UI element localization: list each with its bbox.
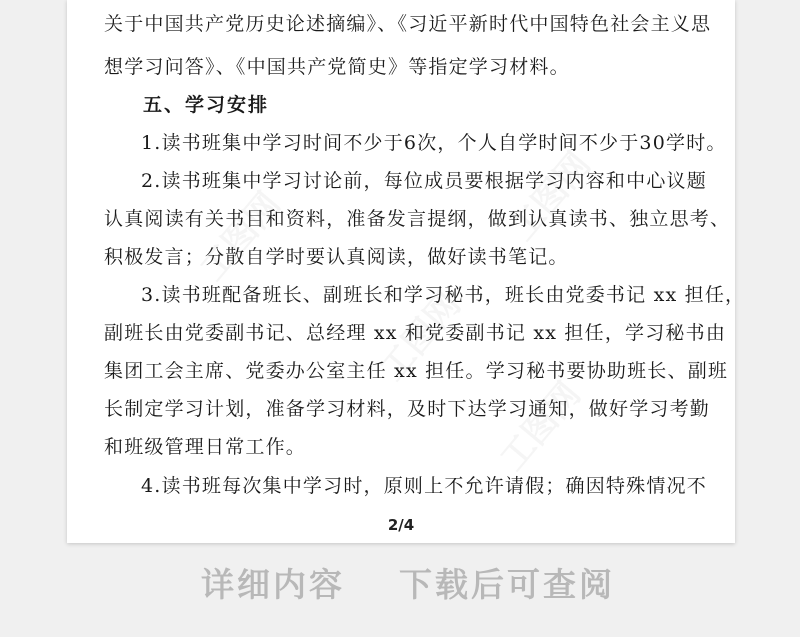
watermark: 工图网 bbox=[372, 284, 469, 389]
section-heading: 五、学习安排 bbox=[143, 94, 270, 116]
text-line: 关于中国共产党历史论述摘编》、《习近平新时代中国特色社会主义思 bbox=[104, 13, 712, 35]
text-line: 想学习问答》、《中国共产党简史》等指定学习材料。 bbox=[104, 56, 570, 78]
watermark: 工图网 bbox=[502, 144, 599, 249]
text-line: 4.读书班每次集中学习时，原则上不允许请假；确因特殊情况不 bbox=[141, 475, 707, 497]
text-line: 2.读书班集中学习讨论前，每位成员要根据学习内容和中心议题 bbox=[141, 170, 707, 192]
detail-content-button[interactable]: 详细内容 bbox=[201, 565, 345, 604]
watermark: 工图网 bbox=[192, 184, 289, 289]
watermark: 工图网 bbox=[492, 374, 589, 479]
text-line: 长制定学习计划，准备学习材料，及时下达学习通知，做好学习考勤 bbox=[104, 398, 711, 420]
text-line: 副班长由党委副书记、总经理 xx 和党委副书记 xx 担任，学习秘书由 bbox=[104, 322, 727, 344]
document-page bbox=[67, 0, 746, 543]
text-line: 3.读书班配备班长、副班长和学习秘书，班长由党委书记 xx 担任， bbox=[141, 284, 746, 306]
text-line: 集团工会主席、党委办公室主任 xx 担任。学习秘书要协助班长、副班 bbox=[104, 360, 729, 382]
text-line: 积极发言；分散自学时要认真阅读，做好读书笔记。 bbox=[104, 246, 569, 268]
footer-actions bbox=[0, 561, 800, 611]
text-line: 认真阅读有关书目和资料，准备发言提纲，做到认真读书、独立思考、 bbox=[104, 208, 731, 230]
page-number: 2/4 bbox=[387, 516, 415, 534]
text-line: 和班级管理日常工作。 bbox=[104, 436, 307, 458]
text-line: 1.读书班集中学习时间不少于6次，个人自学时间不少于30学时。 bbox=[141, 132, 727, 154]
download-to-view-button[interactable]: 下载后可查阅 bbox=[399, 565, 615, 604]
